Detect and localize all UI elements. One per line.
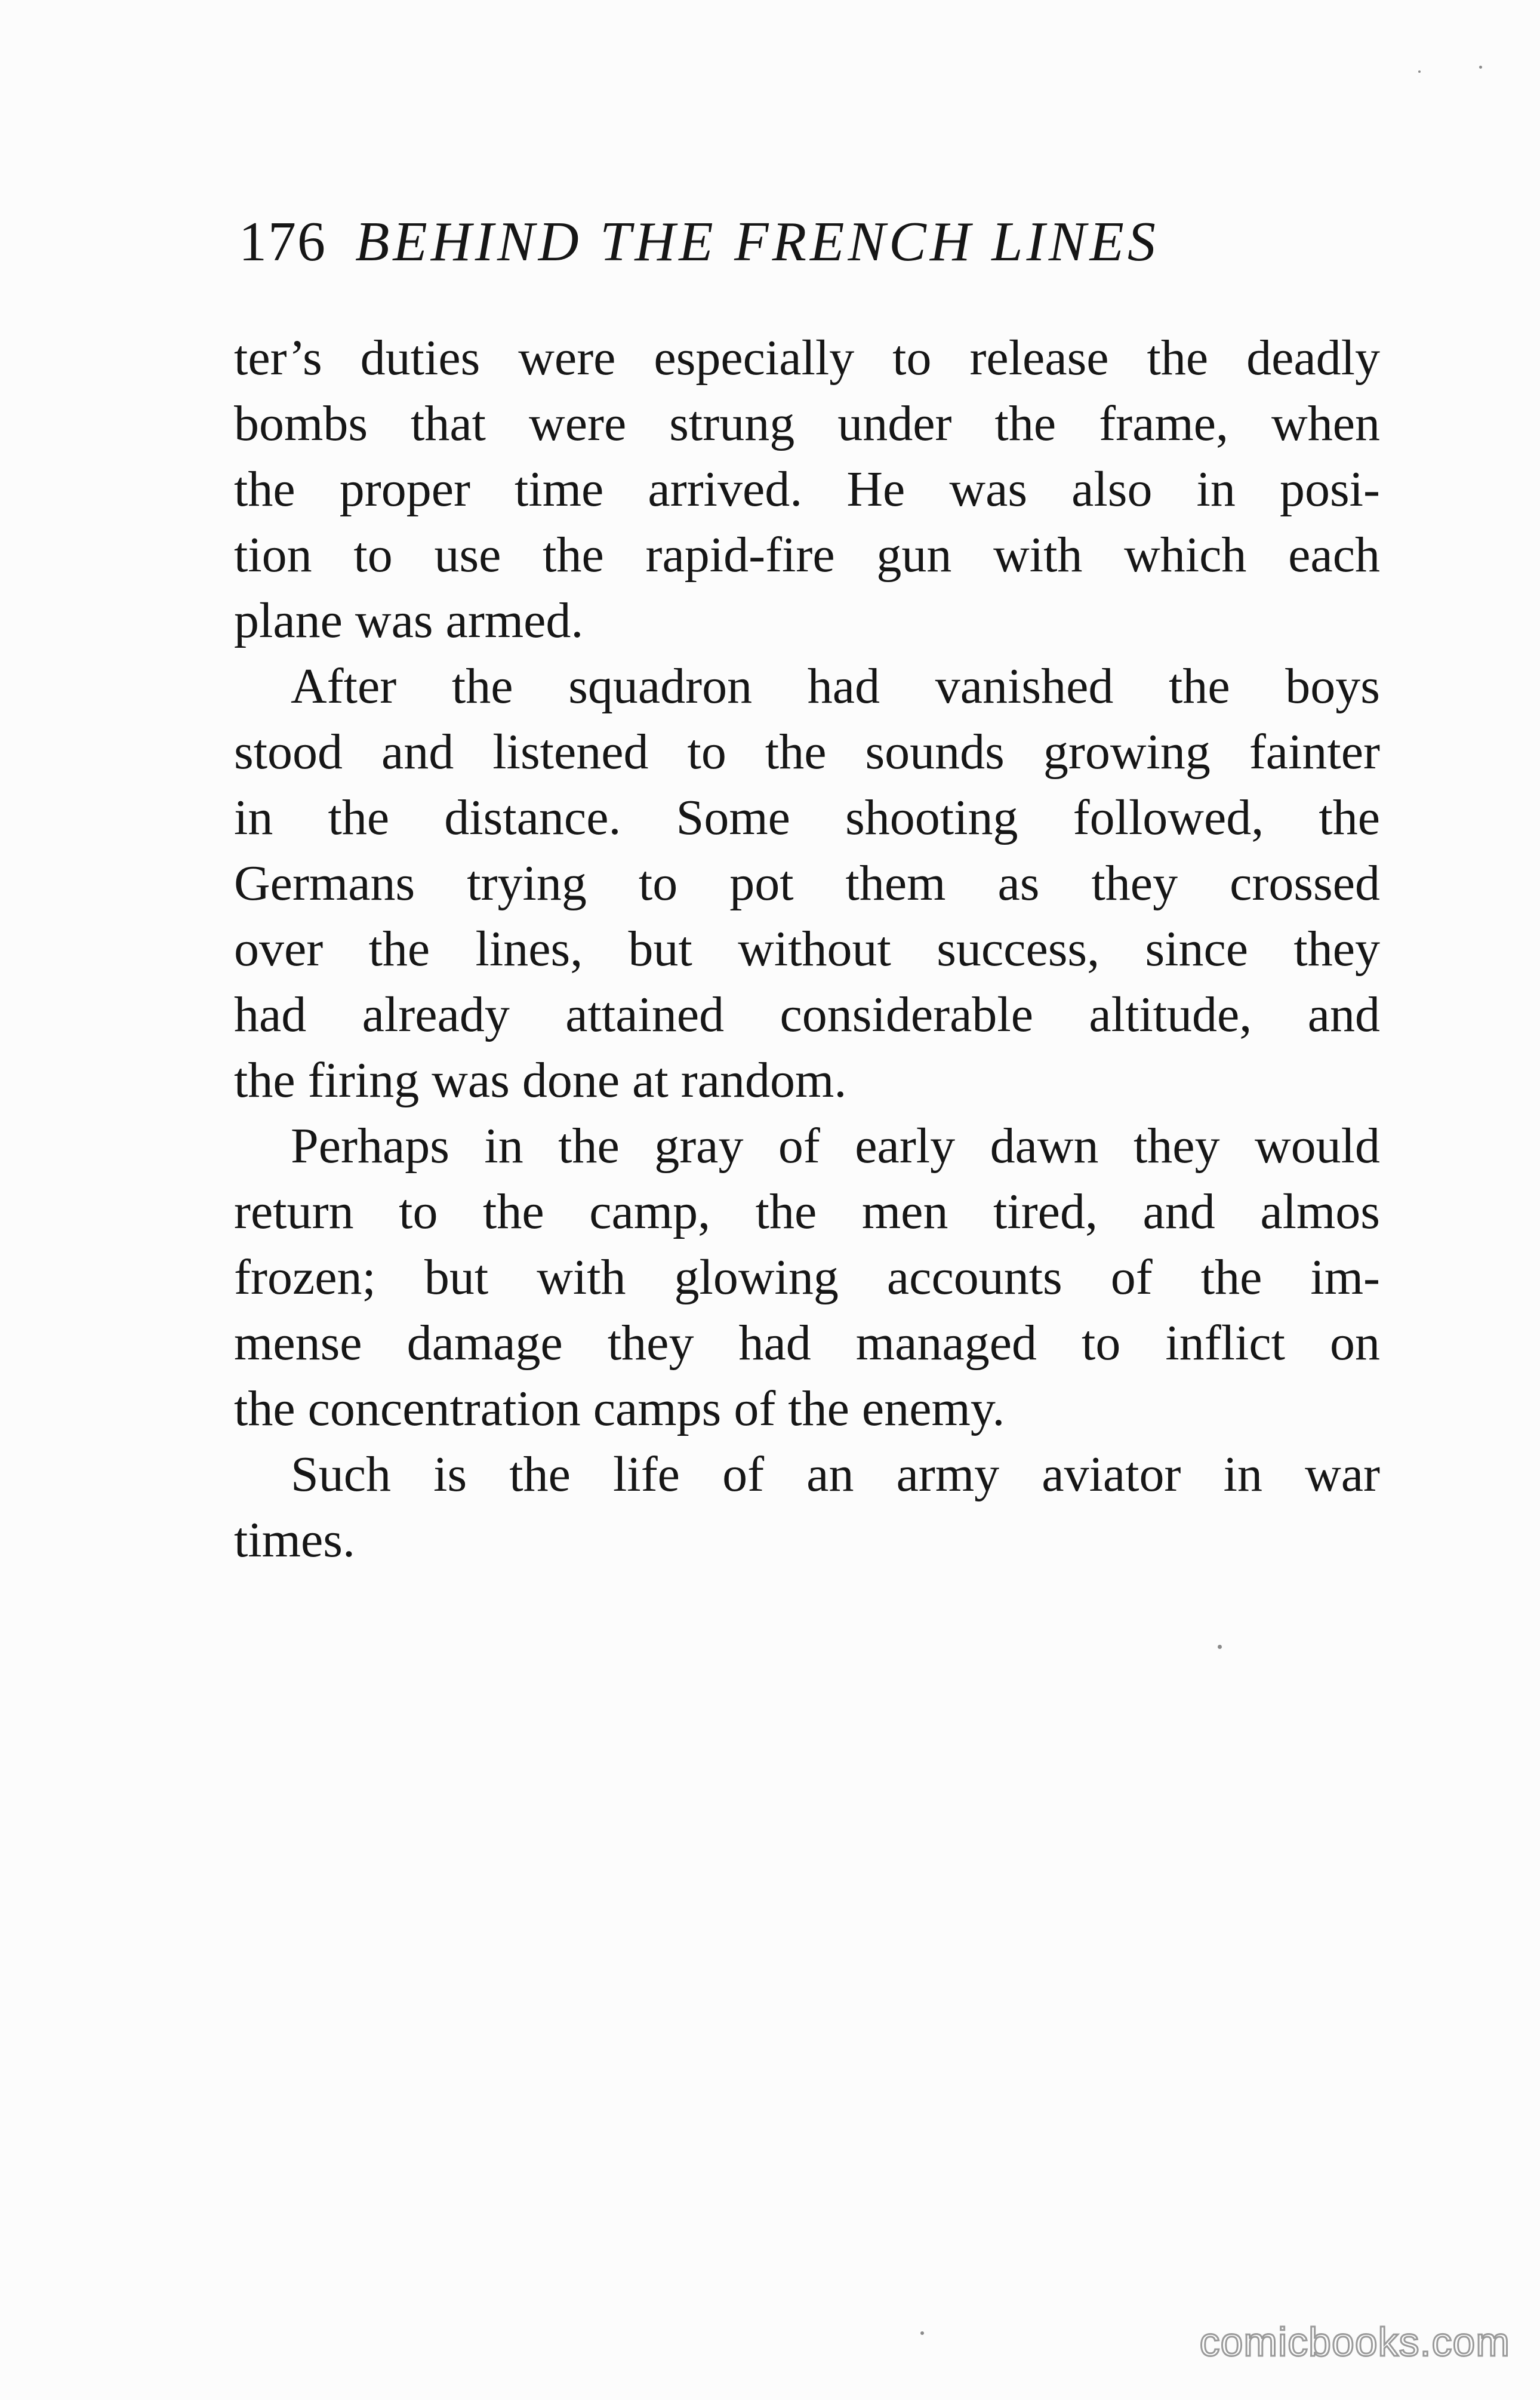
text-line: Such is the life of an army aviator in war — [291, 1447, 1380, 1502]
text-line: Perhaps in the gray of early dawn they would — [291, 1118, 1380, 1174]
text-line: frozen; but with glowing accounts of the im- — [234, 1250, 1380, 1305]
text-line: tion to use the rapid-fire gun with which each — [234, 527, 1380, 583]
paragraph-3 — [234, 1113, 1380, 1442]
text-line: ter’s duties were especially to release the deadly — [234, 330, 1380, 386]
page-number: 176 — [239, 211, 327, 273]
running-head — [239, 206, 1265, 278]
paragraph-2 — [234, 654, 1380, 1113]
text-line: over the lines, but without success, since they — [234, 921, 1380, 977]
body-text — [234, 325, 1380, 1573]
text-line: had already attained considerable altitude, and — [234, 987, 1380, 1042]
text-line: plane was armed. — [234, 593, 584, 648]
text-line: the proper time arrived. He was also in posi- — [234, 461, 1380, 517]
text-line: the firing was done at random. — [234, 1053, 847, 1108]
print-speck — [1479, 66, 1482, 69]
text-line: in the distance. Some shooting followed, the — [234, 790, 1380, 845]
print-speck — [920, 2331, 924, 2335]
text-line: times. — [234, 1512, 355, 1568]
text-line: After the squadron had vanished the boys — [291, 659, 1380, 714]
paragraph-1 — [234, 325, 1380, 654]
text-line: Germans trying to pot them as they crossed — [234, 856, 1380, 911]
paragraph-4 — [234, 1442, 1380, 1573]
print-speck — [1418, 70, 1421, 73]
print-speck — [1218, 1645, 1222, 1649]
text-line: bombs that were strung under the frame, when — [234, 396, 1380, 451]
text-line: the concentration camps of the enemy. — [234, 1381, 1005, 1436]
text-line: mense damage they had managed to inflict on — [234, 1315, 1380, 1371]
site-watermark: comicbooks.com — [1199, 2319, 1510, 2365]
text-line: stood and listened to the sounds growing fainter — [234, 724, 1380, 780]
text-line: return to the camp, the men tired, and almos — [234, 1184, 1380, 1239]
running-title: BEHIND THE FRENCH LINES — [355, 211, 1159, 273]
